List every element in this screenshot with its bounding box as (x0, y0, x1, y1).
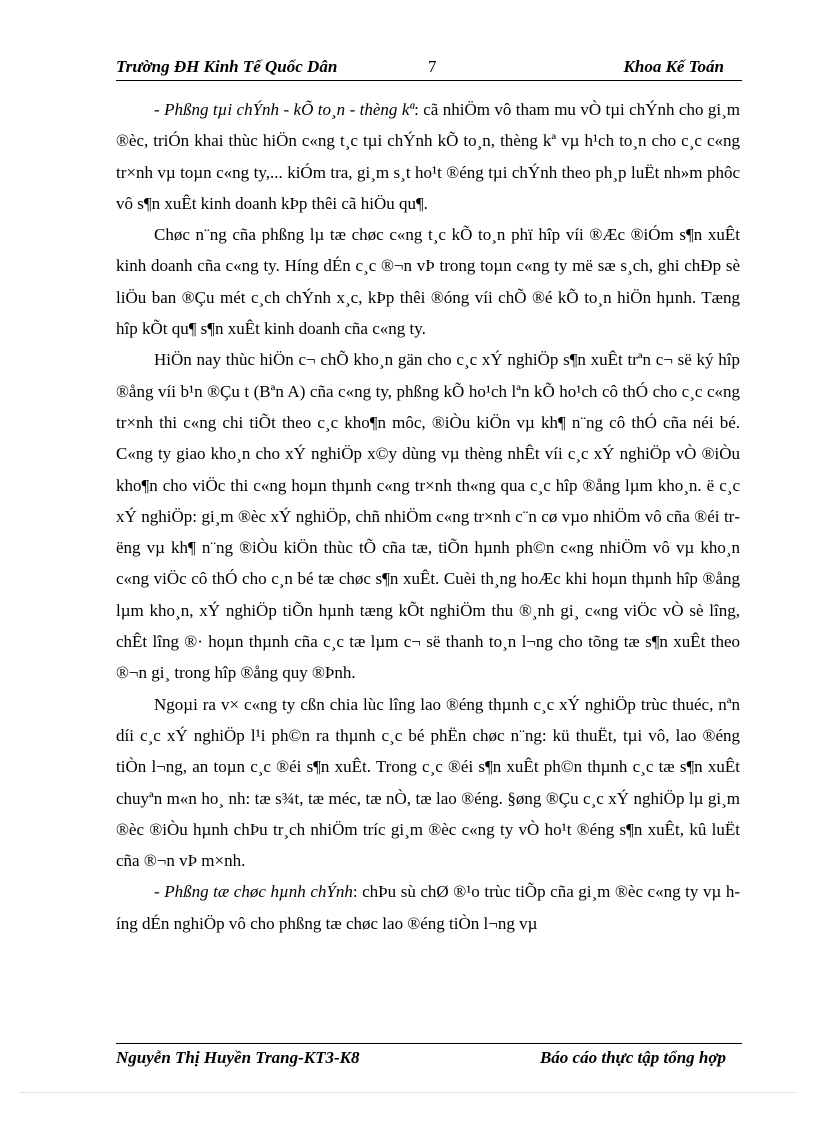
paragraph-text: HiÖn nay thùc hiÖn c¬ chÕ kho¸n gän cho c¸c xÝ nghiÖp s¶n xuÊt trªn c¬ së ký hîp ®ång víi b¹n ®Çu t (Bªn A) cña c«ng ty, phßng kÕ ho¹ch lªn kÕ ho¹ch cô thÓ cho c¸c c«ng tr×nh thi c«ng chi tiÕt theo c¸c kho¶n môc, ®iÒu kiÖn vµ kh¶ n¨ng cô thÓ cña néi bé. C«ng ty giao kho¸n cho xÝ nghiÖp x©y dùng vµ thèng nhÊt víi c¸c xÝ nghiÖp vÒ ®iÒu kho¶n cho viÖc thi c«ng hoµn thµnh c«ng tr×nh th«ng qua c¸c hîp ®ång lµm kho¸n. ë c¸c xÝ nghiÖp: gi¸m ®èc xÝ nghiÖp, chñ nhiÖm c«ng tr×nh c¨n cø vµo nhiÖm vô cña ®éi trëng vµ kh¶ n¨ng ®iÒu kiÖn thùc tÕ cña tæ, tiÕn hµnh ph©n c«ng nhiÖm vô vµ kho¸n c«ng viÖc cô thÓ cho c¸n bé tæ chøc s¶n xuÊt. Cuèi th¸ng hoÆc khi hoµn thµnh hîp ®ång lµm kho¸n, xÝ nghiÖp tiÕn hµnh tæng kÕt nghiÖm thu ®¸nh gi¸ c«ng viÖc vÒ sè lîng, chÊt lîng ®· hoµn thµnh cña c¸c tæ lµm c¬ së thanh to¸n l¬ng cho tõng tæ s¶n xuÊt theo ®¬n gi¸ trong hîp ®ång quy ®Þnh. (116, 350, 740, 683)
footer-author: Nguyễn Thị Huyền Trang-KT3-K8 (116, 1048, 360, 1067)
page-footer (116, 1048, 726, 1072)
paragraph (116, 94, 740, 219)
header-university: Trường ĐH Kinh Tế Quốc Dân (116, 57, 338, 76)
paragraph-text: : chÞu sù chØ ®¹o trùc tiÕp cña gi¸m ®èc c«ng ty vµ híng dÉn nghiÖp vô cho phßng tæ chøc lao ®éng tiÒn l¬ng vµ (116, 882, 740, 933)
header-department: Khoa Kế Toán (623, 57, 724, 76)
paragraph (116, 689, 740, 877)
paragraph-text: Ngoµi ra v× c«ng ty cßn chia lùc lîng lao ®éng thµnh c¸c xÝ nghiÖp trùc thuéc, nªn díi c¸c xÝ nghiÖp l¹i ph©n ra thµnh c¸c bé phËn chøc n¨ng: kü thuËt, tµi vô, lao ®éng tiÒn l¬ng, an toµn c¸c ®éi s¶n xuÊt. Trong c¸c ®éi s¶n xuÊt ph©n thµnh c¸c tæ s¶n xuÊt chuyªn m«n ho¸ nh: tæ s¾t, tæ méc, tæ nÒ, tæ lao ®éng. §øng ®Çu c¸c xÝ nghiÖp lµ gi¸m ®èc ®iÒu hµnh chÞu tr¸ch nhiÖm tríc gi¸m ®èc c«ng ty vÒ ho¹t ®éng s¶n xuÊt, kû luËt cña ®¬n vÞ m×nh. (116, 694, 740, 871)
paragraph (116, 344, 740, 688)
footer-rule (116, 1043, 742, 1044)
header-rule (116, 80, 742, 81)
paragraph (116, 876, 740, 939)
paragraph (116, 219, 740, 344)
paragraph-lead: - Phßng tµi chÝnh - kÕ to¸n - thèng kª (154, 100, 415, 119)
paragraph-text: : cã nhiÖm vô tham mu vÒ tµi chÝnh cho gi¸m ®èc, triÓn khai thùc hiÖn c«ng t¸c tµi chÝnh kÕ to¸n, thèng kª vµ h¹ch to¸n cho c¸c c«ng tr×nh vµ toµn c«ng ty,... kiÓm tra, gi¸m s¸t ho¹t ®éng tµi chÝnh theo ph¸p luËt nh»m phôc vô s¶n xuÊt kinh doanh kÞp thêi cã hiÖu qu¶. (116, 100, 740, 213)
page-bottom-divider (20, 1092, 796, 1093)
paragraph-lead: - Phßng tæ chøc hµnh chÝnh (154, 882, 353, 902)
page-number: 7 (428, 57, 437, 76)
document-body (116, 94, 740, 939)
page-header (116, 57, 724, 81)
footer-report-title: Báo cáo thực tập tổng hợp (539, 1048, 726, 1067)
paragraph-text: Chøc n¨ng cña phßng lµ tæ chøc c«ng t¸c kÕ to¸n phï hîp víi ®Æc ®iÓm s¶n xuÊt kinh doanh cña c«ng ty. Híng dÉn c¸c ®¬n vÞ trong toµn c«ng ty më sæ s¸ch, ghi chÐp sè liÖu ban ®Çu mét c¸ch chÝnh x¸c, kÞp thêi ®óng víi chÕ ®é kÕ to¸n hiÖn hµnh. Tæng hîp kÕt qu¶ s¶n xuÊt kinh doanh cña c«ng ty. (116, 225, 740, 339)
